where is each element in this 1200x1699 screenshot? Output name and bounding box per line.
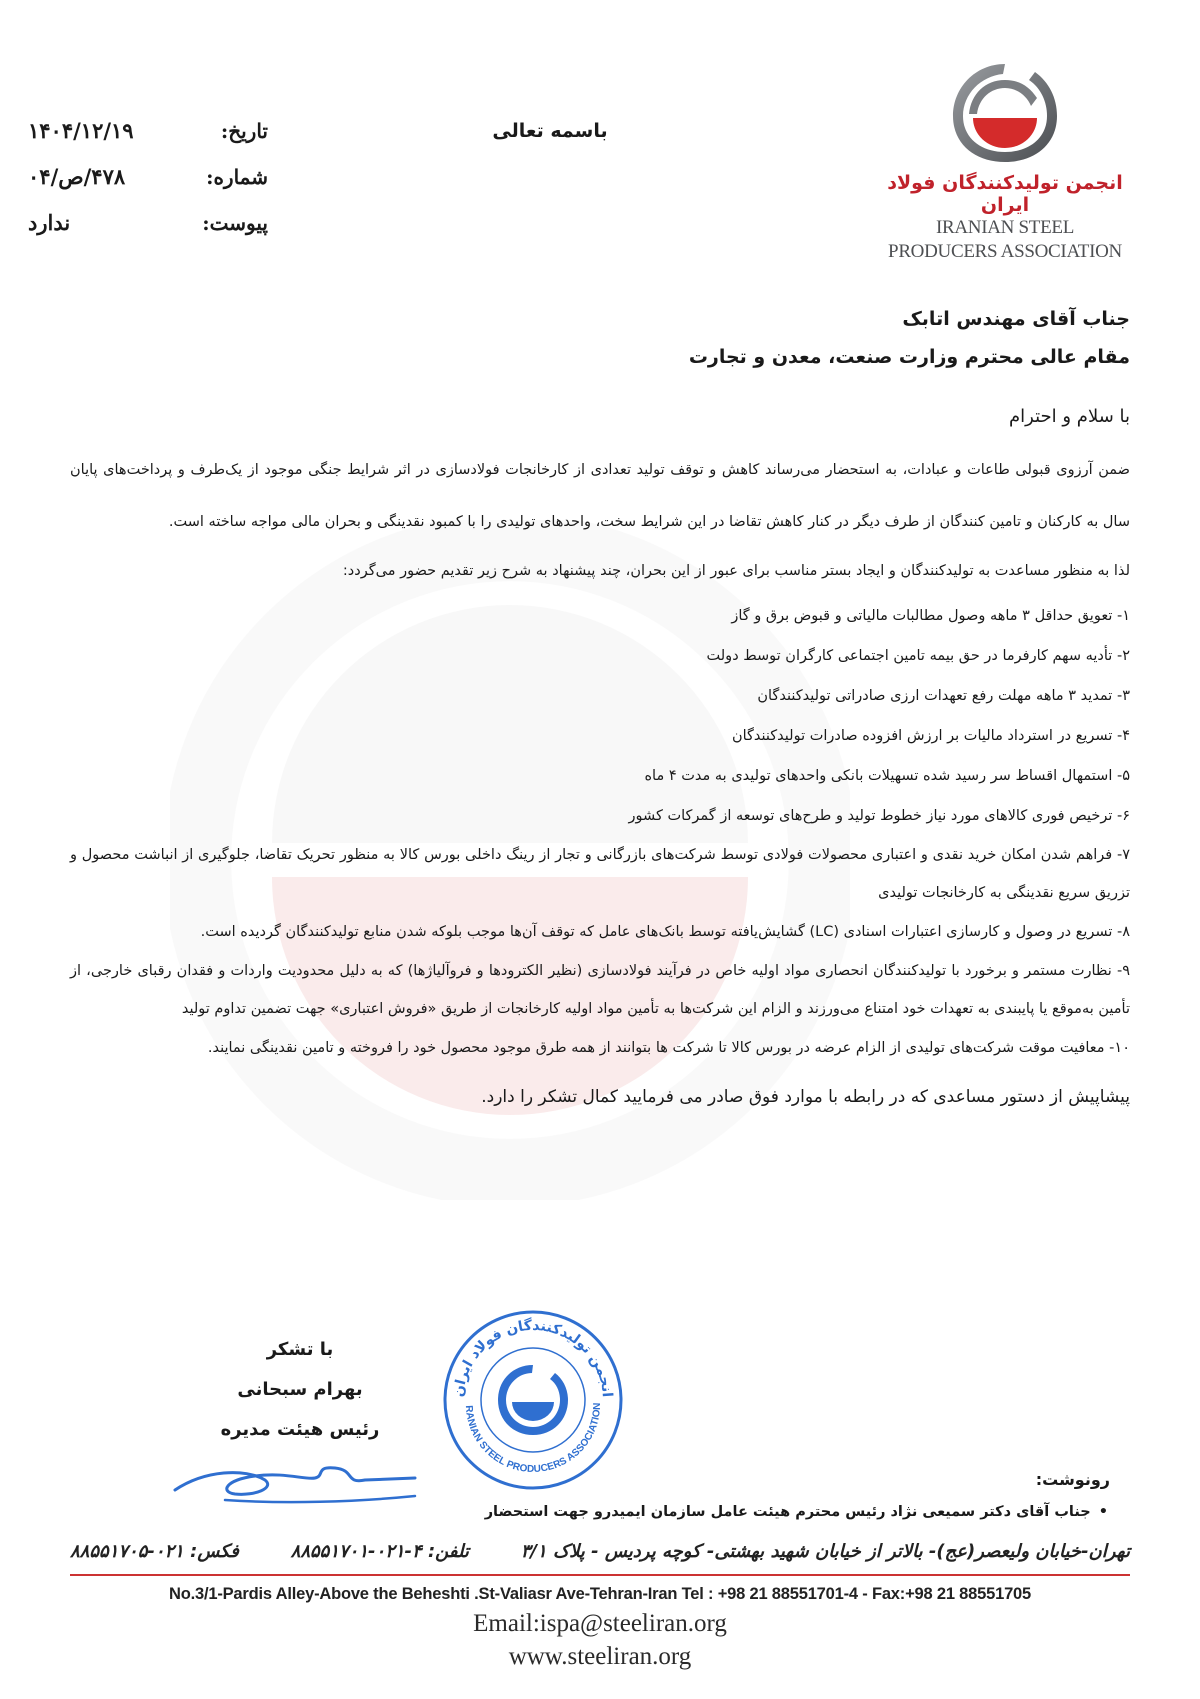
signatory-name: بهرام سبحانی [237, 1379, 363, 1400]
letter-meta [28, 118, 268, 256]
signatory-title: رئیس هیئت مدیره [220, 1419, 380, 1440]
footer-address-fa [70, 1541, 1130, 1562]
greeting: با سلام و احترام [1009, 406, 1130, 427]
proposal-list [70, 596, 1130, 1068]
list-item: ۶- ترخیص فوری کالاهای مورد نیاز خطوط تولید و طرح‌های توسعه از گمرکات کشور [628, 808, 1130, 824]
basmala-heading: باسمه تعالی [492, 120, 608, 142]
cc-label: رونوشت: [1035, 1470, 1110, 1489]
letter-body [70, 300, 1130, 1112]
list-item: ۵- استمهال اقساط سر رسید شده تسهیلات بانکی واحدهای تولیدی به مدت ۴ ماه [644, 768, 1130, 784]
cc-recipient: • جناب آقای دکتر سمیعی نژاد رئیس محترم هیئت عامل سازمان ایمیدرو جهت استحضار [485, 1504, 1108, 1520]
meta-attachment-row [28, 210, 268, 256]
association-logo [880, 58, 1130, 264]
footer-address-text: تهران-خیابان ولیعصر(عج)- بالاتر از خیابان شهید بهشتی- کوچه پردیس - پلاک ۳/۱ [520, 1541, 1130, 1562]
meta-attachment-value: ندارد [28, 210, 71, 235]
stamp-text-fa: انجمن تولیدکنندگان فولاد ایران [450, 1317, 615, 1398]
footer-phone-text: تلفن: ۴-۰۲۱-۸۸۵۵۱۷۰۱ [290, 1541, 469, 1562]
meta-date-value: ۱۴۰۴/۱۲/۱۹ [28, 118, 134, 143]
meta-date-row [28, 118, 268, 164]
footer-address-en: No.3/1-Pardis Alley-Above the Beheshti .St-Valiasr Ave-Tehran-Iran Tel : +98 21 88551701-4 - Fax:+98 21 88551705 [169, 1585, 1031, 1603]
list-item: ۲- تأدیه سهم کارفرما در حق بیمه تامین اجتماعی کارگران توسط دولت [706, 648, 1130, 664]
addressee-title: مقام عالی محترم وزارت صنعت، معدن و تجارت [688, 346, 1130, 368]
proposal-intro: لذا به منظور مساعدت به تولیدکنندگان و ایجاد بستر مناسب برای عبور از این بحران، چند پیشنهاد به شرح زیر تقدیم حضور می‌گردد: [342, 563, 1130, 579]
meta-date-label: تاریخ: [220, 119, 268, 143]
meta-number-value: ۴۷۸/ص/۰۴ [28, 164, 126, 189]
logo-name-en-line2: PRODUCERS ASSOCIATION [888, 241, 1122, 262]
list-item: ۱۰- معافیت موقت شرکت‌های تولیدی از الزام عرضه در بورس کالا تا شرکت ها بتوانند از همه طرق موجود محصول خود را فروخته و تامین نقدینگی نمایند. [207, 1040, 1130, 1056]
signature-thanks: با تشکر [266, 1339, 334, 1360]
footer-fax-text: فکس: ۰۲۱-۸۸۵۵۱۷۰۵ [70, 1541, 239, 1562]
list-item: ۴- تسریع در استرداد مالیات بر ارزش افزوده صادرات تولیدکنندگان [731, 728, 1130, 744]
meta-number-label: شماره: [206, 165, 268, 189]
association-stamp-icon [438, 1305, 628, 1495]
list-item: ۸- تسریع در وصول و کارسازی اعتبارات اسنادی (LC) گشایش‌یافته توسط بانک‌های عامل که توقف آن‌ها موجب بلوکه شدن منابع تولیدکنندگان گردیده است. [200, 924, 1130, 940]
list-item: ۹- نظارت مستمر و برخورد با تولیدکنندگان انحصاری مواد اولیه خاص در فرآیند فولادسازی (نظیر الکترودها و فروآلیاژها) که به دلیل محدودیت واردات و فقدان رقبای خارجی، از تأمین به‌موقع یا پایبندی به تعهدات خود امتناع می‌ورزند و الزام این شرکت‌ها به تأمین مواد اولیه کارخانجات از طریق «فروش اعتباری» جهت تضمین تداوم تولید [70, 963, 1130, 1017]
list-item: ۷- فراهم شدن امکان خرید نقدی و اعتباری محصولات فولادی توسط شرکت‌های بازرگانی و تجار از رینگ داخلی بورس کالا به منظور تحریک تقاضا، جلوگیری از انباشت محصول و تزریق سریع نقدینگی به کارخانجات تولیدی [70, 847, 1130, 901]
footer-website: www.steeliran.org [508, 1643, 692, 1670]
body-paragraph: ضمن آرزوی قبولی طاعات و عبادات، به استحضار می‌رساند کاهش و توقف تولید تعدادی از کارخانجات فولادسازی در اثر شرایط جنگی موجود از یک‌طرف و پرداخت‌های پایان سال به کارکنان و تامین کنندگان از طرف دیگر در کنار کاهش تقاضا در این شرایط سخت، واحدهای تولیدی را با کمبود نقدینگی و بحران مالی مواجه ساخته است. [70, 462, 1130, 530]
list-item: ۱- تعویق حداقل ۳ ماهه وصول مطالبات مالیاتی و قبوض برق و گاز [731, 608, 1130, 624]
logo-name-fa: انجمن تولیدکنندگان فولاد ایران [887, 172, 1123, 216]
signature-block [200, 1330, 400, 1450]
logo-name-en-line1: IRANIAN STEEL [935, 217, 1075, 238]
svg-text:انجمن تولیدکنندگان فولاد ایران [451, 1317, 615, 1398]
list-item: ۳- تمدید ۳ ماهه مهلت رفع تعهدات ارزی صادراتی تولیدکنندگان [757, 688, 1130, 704]
closing-sentence: پیشاپیش از دستور مساعدی که در رابطه با موارد فوق صادر می فرمایید کمال تشکر را دارد. [481, 1087, 1130, 1107]
addressee-name: جناب آقای مهندس اتابک [902, 308, 1130, 330]
stamp-text-en: RANIAN STEEL PRODUCERS ASSOCIATION [462, 1402, 604, 1476]
handwritten-signature-icon [165, 1450, 425, 1510]
meta-attachment-label: پیوست: [202, 211, 268, 235]
steel-association-logo-icon [945, 58, 1065, 168]
footer-divider [70, 1574, 1130, 1576]
meta-number-row [28, 164, 268, 210]
footer-email: Email:ispa@steeliran.org [473, 1610, 727, 1637]
